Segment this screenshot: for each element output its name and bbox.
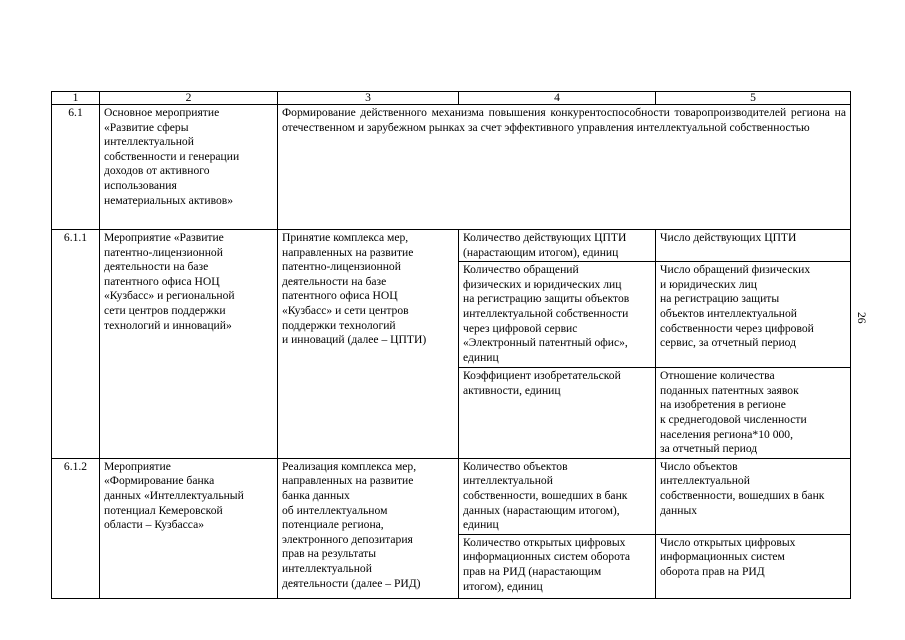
indicator-name-cell: Количество объектов интеллектуальной собственности, вошедших в банк данных (нарастающим итогом), единиц: [459, 458, 656, 534]
header-col-5: 5: [656, 92, 851, 105]
activity-cell: Основное мероприятие «Развитие сферы интеллектуальной собственности и генерации доходов от активного использования нематериальных активов»: [100, 105, 278, 230]
indicator-method-cell: Число действующих ЦПТИ: [656, 230, 851, 262]
indicator-name-cell: Количество действующих ЦПТИ (нарастающим итогом), единиц: [459, 230, 656, 262]
header-col-4: 4: [459, 92, 656, 105]
indicator-method-cell: Число обращений физических и юридических лиц на регистрацию защиты объектов интеллектуальной собственности через цифровой сервис, за отчетный период: [656, 262, 851, 368]
table-row-6-1-1: [52, 230, 851, 262]
row-number: 6.1.1: [52, 230, 100, 459]
indicator-method-cell: Отношение количества поданных патентных заявок на изобретения в регионе к среднегодовой численности населения региона*10 000, за отчетный период: [656, 368, 851, 459]
activity-cell: Мероприятие «Формирование банка данных «Интеллектуальный потенциал Кемеровской области – Кузбасса»: [100, 458, 278, 598]
header-col-3: 3: [278, 92, 459, 105]
goal-cell: Формирование действенного механизма повышения конкурентоспособности товаропроизводителей региона на отечественном и зарубежном рынках за счет эффективного управления интеллектуальной собственностью: [278, 105, 851, 230]
row-number: 6.1.2: [52, 458, 100, 598]
indicator-name-cell: Коэффициент изобретательской активности, единиц: [459, 368, 656, 459]
row-number: 6.1: [52, 105, 100, 230]
header-col-1: 1: [52, 92, 100, 105]
activity-cell: Мероприятие «Развитие патентно-лицензионной деятельности на базе патентного офиса НОЦ «Кузбасс» и региональной сети центров поддержки технологий и инноваций»: [100, 230, 278, 459]
program-table: [51, 91, 851, 599]
indicator-method-cell: Число объектов интеллектуальной собственности, вошедших в банк данных: [656, 458, 851, 534]
table-row-6-1-2: [52, 458, 851, 534]
indicator-method-cell: Число открытых цифровых информационных систем оборота прав на РИД: [656, 534, 851, 598]
indicator-name-cell: Количество открытых цифровых информационных систем оборота прав на РИД (нарастающим итогом), единиц: [459, 534, 656, 598]
measures-cell: Принятие комплекса мер, направленных на развитие патентно-лицензионной деятельности на базе патентного офиса НОЦ «Кузбасс» и сети центров поддержки технологий и инноваций (далее – ЦПТИ): [278, 230, 459, 459]
measures-cell: Реализация комплекса мер, направленных на развитие банка данных об интеллектуальном потенциале региона, электронного депозитария прав на результаты интеллектуальной деятельности (далее – РИД): [278, 458, 459, 598]
table-row-6-1: [52, 105, 851, 230]
page-number: 26: [855, 312, 868, 324]
header-col-2: 2: [100, 92, 278, 105]
header-row: [52, 92, 851, 105]
indicator-name-cell: Количество обращений физических и юридических лиц на регистрацию защиты объектов интеллектуальной собственности через цифровой сервис «Электронный патентный офис», единиц: [459, 262, 656, 368]
